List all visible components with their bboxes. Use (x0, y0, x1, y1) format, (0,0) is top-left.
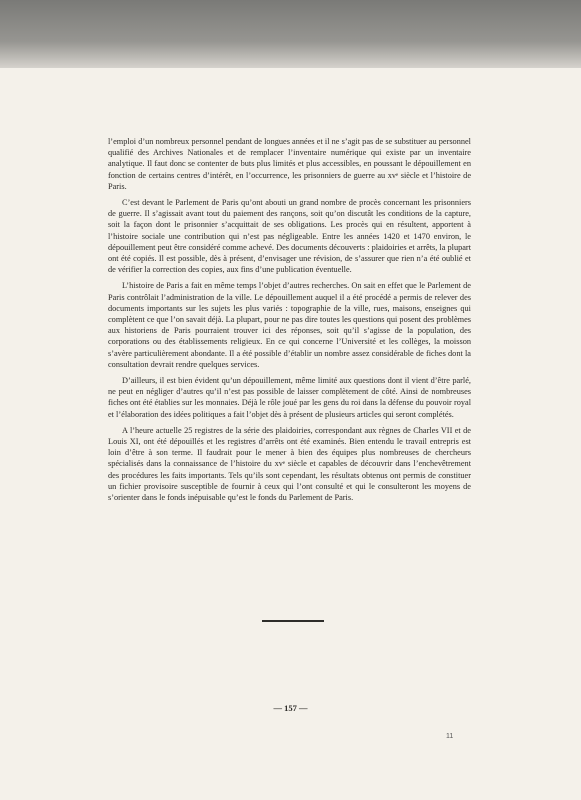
paragraph-1: l’emploi d’un nombreux personnel pendant de longues années et il ne s’agit pas de se substituer au personnel qualifié des Archives Nationales et de remplacer l’inventaire numérique qui existe par un inventaire analytique. Il faut donc se contenter de buts plus limités et plus accessibles, en poussant le dépouillement en fonction de certains centres d’intérêt, en l’occurrence, les prisonniers de guerre au xvᵉ siècle et l’histoire de Paris. (108, 137, 471, 191)
paragraph-4: D’ailleurs, il est bien évident qu’un dépouillement, même limité aux questions dont il vient d’être parlé, ne peut en négliger d’autres qu’il n’est pas possible de laisser complètement de côté. Ainsi de nombreuses fiches ont été établies sur les monnaies. Déjà le rôle joué par les gens du roi dans la défense du pouvoir royal et l’élaboration des idées politiques a fait l’objet dès à présent de plusieurs articles qui seront complétés. (108, 376, 471, 419)
page-number: — 157 — (273, 703, 308, 713)
body-text (108, 136, 471, 508)
paragraph-2: C’est devant le Parlement de Paris qu’ont abouti un grand nombre de procès concernant les prisonniers de guerre. Il s’agissait avant tout du paiement des rançons, soit qu’on discutât les conditions de la capture, soit la façon dont le prisonnier s’acquittait de ses obligations. Les procès qui en résultent, apportent à l’histoire sociale une contribution qui n’est pas négligeable. Entre les années 1420 et 1470 environ, le dépouillement peut être considéré comme achevé. Des documents découverts : plaidoiries et arrêts, la plupart ont été copiés. Il est possible, dès à présent, d’envisager une révision, de s’assurer que rien n’a été oublié et de vérifier la correction des copies, aux fins d’une publication éventuelle. (108, 198, 471, 275)
scan-background-top (0, 0, 581, 75)
paragraph-5: A l’heure actuelle 25 registres de la série des plaidoiries, correspondant aux règnes de Charles VII et de Louis XI, ont été dépouillés et les registres d’arrêts ont été examinés. Bien entendu le travail entrepris est loin d’être à son terme. Il faudrait pour le mener à bien des équipes plus nombreuses de chercheurs spécialisés dans la connaissance de l’histoire du xvᵉ siècle et capables de découvrir dans l’enchevêtrement des procédures les faits importants. Tels qu’ils sont cependant, les résultats obtenus ont permis de constituer un fichier provisoire susceptible de fournir à ceux qui l’ont consulté et qui le consulteront les moyens de s’orienter dans le fonds inépuisable qu’est le fonds du Parlement de Paris. (108, 425, 471, 503)
signature-mark: 11 (446, 733, 454, 740)
paragraph-3: L’histoire de Paris a fait en même temps l’objet d’autres recherches. On sait en effet que le Parlement de Paris contrôlait l’administration de la ville. Le dépouillement auquel il a été procédé a permis de relever des documents importants sur les sujets les plus variés : topographie de la ville, rues, maisons, enseignes qui complètent ce que l’on savait déjà. La plupart, pour ne pas dire toutes les questions qui posent des problèmes aux historiens de Paris pourraient trouver ici des réponses, soit qu’il s’agisse de la population, des corporations ou des établissements religieux. En ce qui concerne l’Université et les collèges, la moisson s’avère particulièrement abondante. Il a été possible d’établir un nombre assez considérable de fiches dont la consultation devrait rendre quelques services. (108, 281, 471, 369)
section-divider (262, 620, 324, 622)
